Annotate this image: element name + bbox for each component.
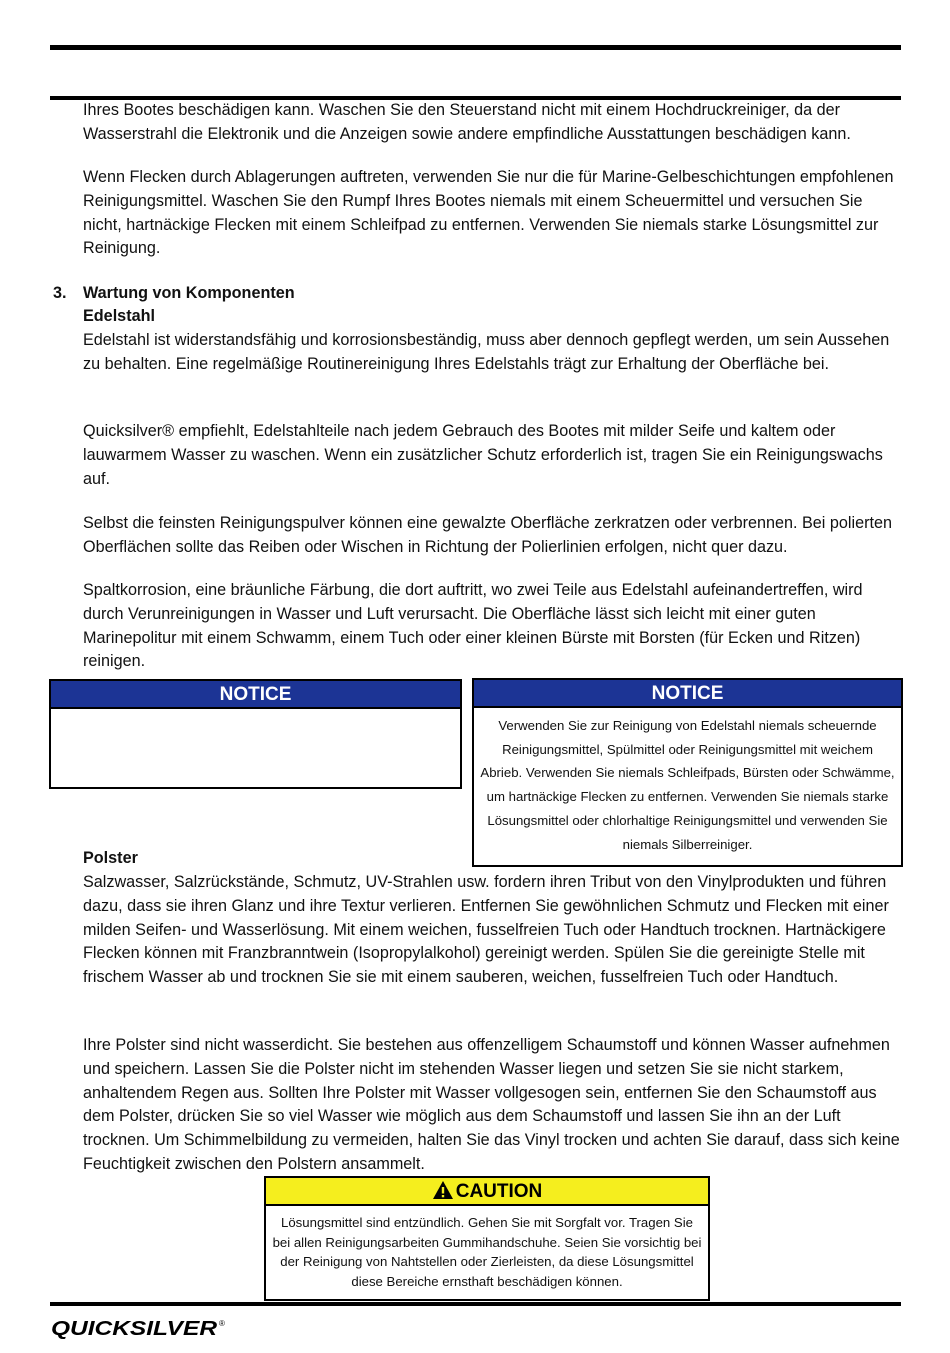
- paragraph-cushions-water: Ihre Polster sind nicht wasserdicht. Sie bestehen aus offenzelligem Schaumstoff und können Wasser aufnehmen und speichern. Lassen Sie die Polster nicht im stehenden Wasser liegen und setzen Sie sie nicht starkem, anhaltendem Regen aus. Sollten Ihre Polster mit Wasser vollgesogen sein, entfernen Sie den Schaumstoff aus dem Polster, drücken Sie so viel Wasser wie möglich aus dem Schaumstoff und lassen Sie ihn an der Luft trocknen. Um Schimmelbildung zu vermeiden, halten Sie das Vinyl trocken und achten Sie darauf, dass sich keine Feuchtigkeit zwischen den Polstern ansammelt.: [83, 1036, 900, 1173]
- caution-header: [266, 1178, 708, 1206]
- notice-box-right: [472, 678, 903, 867]
- top-rule: [50, 45, 901, 50]
- warning-triangle-icon: [432, 1180, 454, 1200]
- paragraph-polishing: Selbst die feinsten Reinigungspulver können eine gewalzte Oberfläche zerkratzen oder verbrennen. Bei polierten Oberflächen sollte das Reiben oder Wischen in Richtung der Polierlinien erfolgen, nicht quer dazu.: [83, 514, 892, 556]
- footer-rule: [50, 1302, 901, 1306]
- caution-text: Lösungsmittel sind entzündlich. Gehen Sie mit Sorgfalt vor. Tragen Sie bei allen Reinigungsarbeiten Gummihandschuhe. Seien Sie vorsichtig bei der Reinigung von Nahtstellen oder Zierleisten, da diese Lösungsmittel diese Bereiche ernsthaft beschädigen können.: [272, 1215, 702, 1290]
- notice-left-title: NOTICE: [51, 681, 460, 709]
- paragraph-quicksilver-recommendation: Quicksilver® empfiehlt, Edelstahlteile nach jedem Gebrauch des Bootes mit milder Seife und kaltem oder lauwarmem Wasser zu waschen. Wenn ein zusätzlicher Schutz erforderlich ist, tragen Sie ein Reinigungswachs auf.: [83, 422, 883, 488]
- caution-box: [264, 1176, 710, 1301]
- paragraph-pressure-washer: Ihres Bootes beschädigen kann. Waschen Sie den Steuerstand nicht mit einem Hochdruckreiniger, da der Wasserstrahl die Elektronik und die Anzeigen sowie andere empfindliche Ausstattungen beschädigen kann.: [83, 101, 851, 143]
- caution-title: CAUTION: [455, 1181, 543, 1202]
- paragraph-vinyl-care: Salzwasser, Salzrückstände, Schmutz, UV-Strahlen usw. fordern ihren Tribut von den Vinylprodukten und führen dazu, dass sie ihren Glanz und ihre Textur verlieren. Entfernen Sie gewöhnlichen Schmutz und Flecken mit einer milden Seifen- und Wasserlösung. Mit einem weichen, fusselfreien Tuch oder Handtuch trocknen. Hartnäckigere Flecken können mit Franzbranntwein (Isopropylalkohol) gereinigt werden. Spülen Sie die gereinigte Stelle mit frischem Wasser ab und trocknen Sie sie mit einem sauberen, weichen, fusselfreien Tuch oder Handtuch.: [83, 873, 889, 987]
- paragraph-stains: Wenn Flecken durch Ablagerungen auftreten, verwenden Sie nur die für Marine-Gelbeschichtungen empfohlenen Reinigungsmittel. Waschen Sie den Rumpf Ihres Bootes niemals mit einem Scheuermittel und versuchen Sie nicht, hartnäckige Flecken mit einem Schleifpad zu entfernen. Verwenden Sie niemals starke Lösungsmittel zur Reinigung.: [83, 168, 894, 258]
- section-number: 3.: [53, 284, 67, 302]
- logo-brand-text: QUICKSILVER: [51, 1318, 218, 1340]
- paragraph-crevice-corrosion: Spaltkorrosion, eine bräunliche Färbung, die dort auftritt, wo zwei Teile aus Edelstahl aufeinandertreffen, wird durch Verunreinigungen in Wasser und Luft verursacht. Die Oberfläche lässt sich leicht mit einer guten Marinepolitur mit einem Schwamm, einem Tuch oder einer kleinen Bürste mit Borsten (für Ecken und Ritzen) reinigen.: [83, 581, 863, 671]
- notice-left-text: [51, 709, 460, 715]
- subheading-polster: Polster: [83, 849, 138, 867]
- paragraph-edelstahl-intro: Edelstahl ist widerstandsfähig und korrosionsbeständig, muss aber dennoch gepflegt werden, um sein Aussehen zu behalten. Eine regelmäßige Routinereinigung Ihres Edelstahls trägt zur Erhaltung der Oberfläche bei.: [83, 331, 890, 373]
- quicksilver-logo: [51, 1316, 231, 1340]
- subheading-edelstahl: Edelstahl: [83, 307, 155, 325]
- notice-box-left: [49, 679, 462, 789]
- section-title: Wartung von Komponenten: [83, 284, 295, 302]
- notice-right-title: NOTICE: [474, 680, 901, 708]
- logo-registered-mark: ®: [219, 1319, 225, 1328]
- notice-right-text: Verwenden Sie zur Reinigung von Edelstahl niemals scheuernde Reinigungsmittel, Spülmittel oder Reinigungsmittel mit weichem Abrieb. Verwenden Sie niemals Schleifpads, Bürsten oder Schwämme, um hartnäckige Flecken zu entfernen. Verwenden Sie niemals starke Lösungsmittel oder chlorhaltige Reinigungsmittel und verwenden Sie niemals Silberreiniger.: [480, 718, 895, 852]
